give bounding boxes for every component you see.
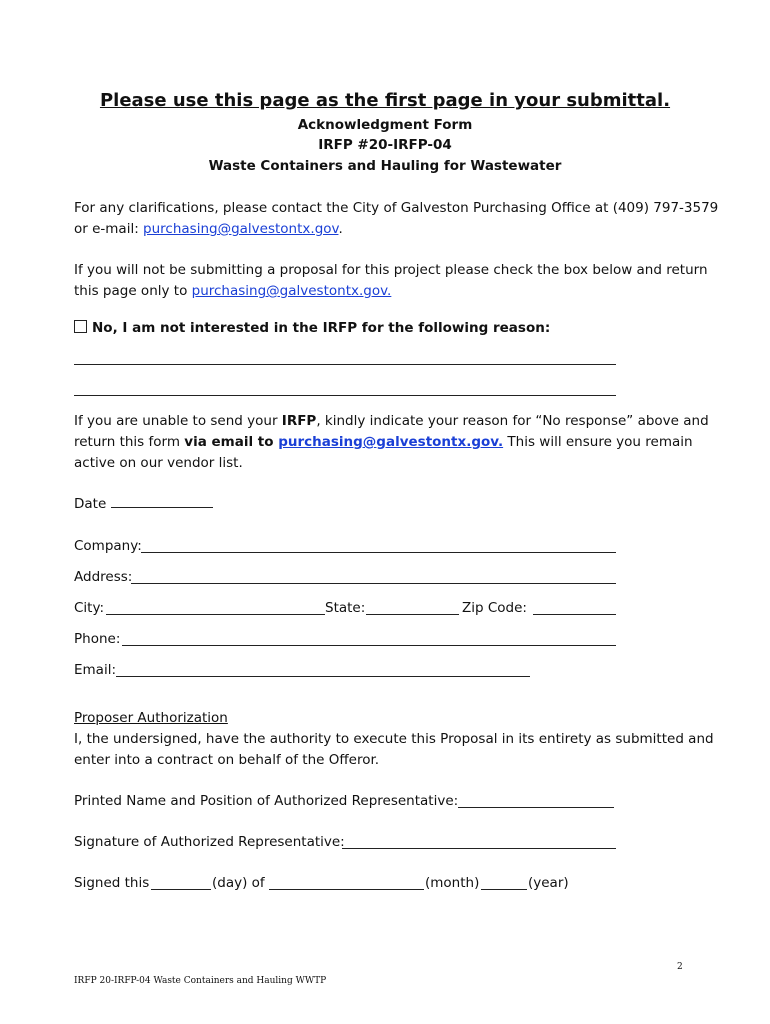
project-name: Waste Containers and Hauling for Wastewater [208,158,562,174]
unable-return-text: return this form [74,434,185,450]
city-label: City: [74,600,105,616]
zip-label: Zip Code: [462,600,527,616]
authorization-line-2: enter into a contract on behalf of the Offeror. [74,752,380,768]
printed-name-label: Printed Name and Position of Authorized Representative: [74,793,459,809]
email-field[interactable] [116,676,530,677]
unable-remain-text: This will ensure you remain [503,434,693,450]
not-submitting-line-1: If you will not be submitting a proposal for this project please check the box below and return [74,262,708,278]
email-label: Email: [74,662,117,678]
date-row [74,494,213,515]
not-submitting-prefix: this page only to [74,283,192,299]
address-field[interactable] [131,583,616,584]
date-label: Date [74,496,107,512]
purchasing-email-link-3[interactable]: purchasing@galvestontx.gov. [278,434,504,450]
company-field[interactable] [141,552,616,553]
clarification-line-2 [74,219,343,240]
irfp-number: IRFP #20-IRFP-04 [318,137,452,153]
signature-label: Signature of Authorized Representative: [74,834,345,850]
phone-label: Phone: [74,631,121,647]
not-interested-label: No, I am not interested in the IRFP for the following reason: [92,320,551,336]
page-title: Please use this page as the first page in your submittal. [99,90,671,111]
printed-name-field[interactable] [458,807,614,808]
phone-field[interactable] [122,645,616,646]
date-field[interactable] [111,494,213,508]
email-prefix: or e-mail: [74,221,144,237]
signed-month-field[interactable] [269,889,424,890]
authorization-heading: Proposer Authorization [74,710,228,726]
purchasing-email-link[interactable]: purchasing@galvestontx.gov [143,221,339,237]
signed-this-label: Signed this [74,875,150,891]
reason-line-1[interactable] [74,364,616,365]
company-label: Company: [74,538,142,554]
unable-via-email: via email to [184,434,279,450]
not-interested-row [74,318,550,339]
city-field[interactable] [106,614,325,615]
footer-doc-title: IRFP 20-IRFP-04 Waste Containers and Hauling WWTP [74,976,327,986]
authorization-line-1: I, the undersigned, have the authority to execute this Proposal in its entirety as submitted and [74,731,714,747]
clarification-line-1: For any clarifications, please contact the City of Galveston Purchasing Office at (409) 797-3579 [74,200,719,216]
zip-field[interactable] [533,614,616,615]
period: . [338,221,343,237]
unable-irfp: IRFP [281,413,317,429]
unable-text-a: If you are unable to send your [74,413,282,429]
signature-field[interactable] [342,848,616,849]
unable-line-3: active on our vendor list. [74,455,243,471]
form-name: Acknowledgment Form [297,117,473,133]
not-submitting-line-2 [74,281,391,302]
purchasing-email-link-2[interactable]: purchasing@galvestontx.gov. [191,283,392,299]
address-label: Address: [74,569,133,585]
state-label: State: [325,600,366,616]
not-interested-checkbox[interactable] [74,320,87,333]
year-label: (year) [528,875,569,891]
unable-text-c: , kindly indicate your reason for “No response” above and [316,413,709,429]
signed-year-field[interactable] [481,889,527,890]
signed-day-field[interactable] [151,889,211,890]
state-field[interactable] [366,614,459,615]
unable-line-1 [74,411,709,432]
page-number: 2 [677,962,683,972]
month-label: (month) [425,875,480,891]
reason-line-2[interactable] [74,395,616,396]
unable-line-2 [74,432,693,453]
day-label: (day) of [212,875,265,891]
